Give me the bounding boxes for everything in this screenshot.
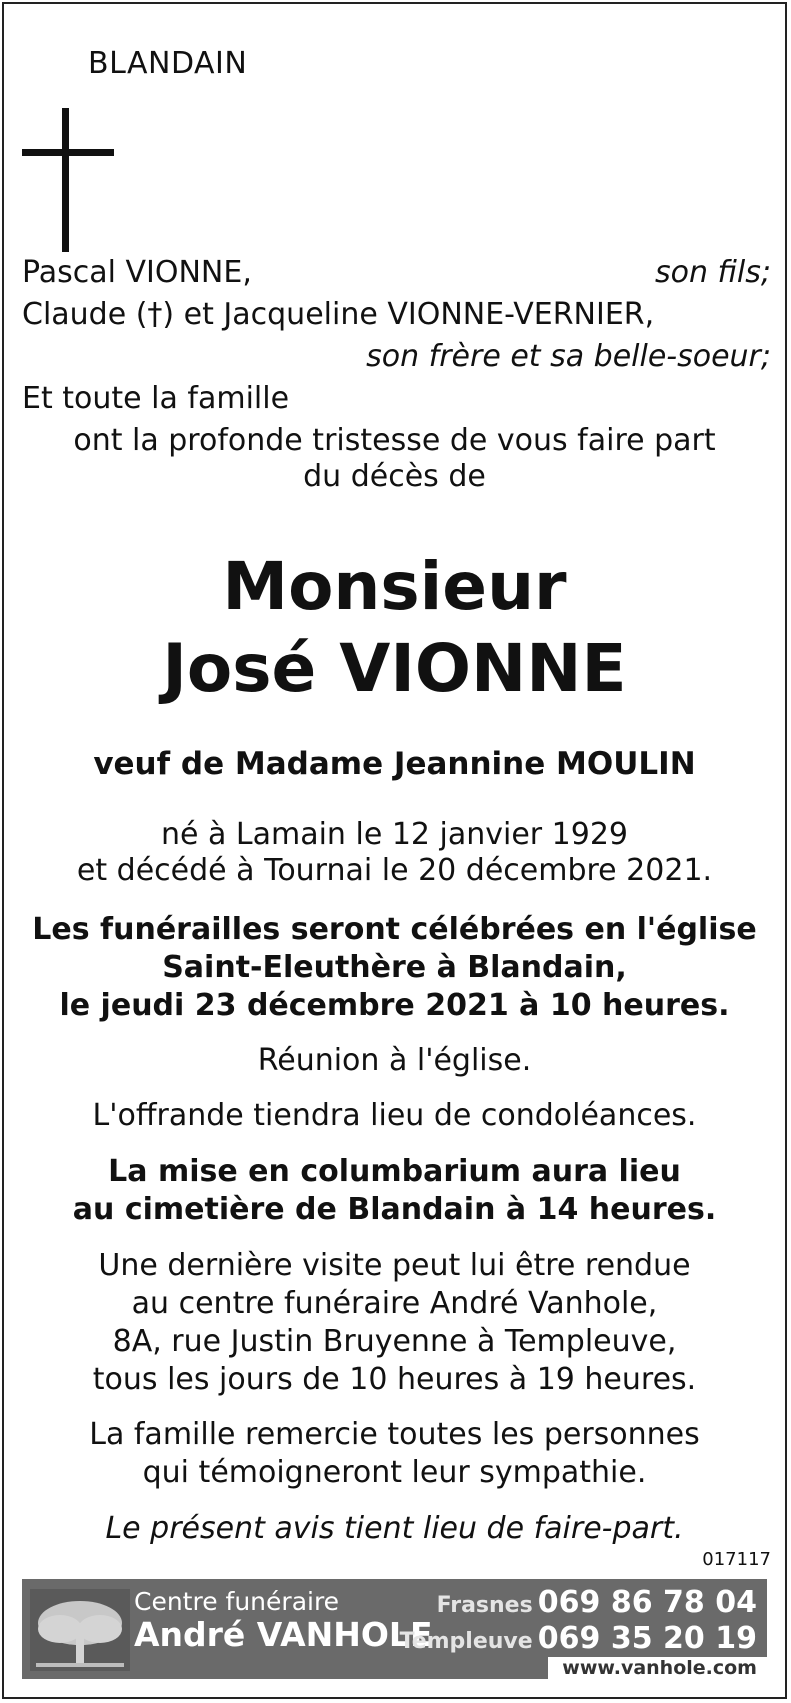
funeral-home-name: André VANHOLE	[134, 1615, 433, 1654]
visit-line: tous les jours de 10 heures à 19 heures.	[92, 1362, 697, 1397]
visit-line: Une dernière visite peut lui être rendue	[98, 1248, 691, 1283]
thanks-line: qui témoigneront leur sympathie.	[142, 1455, 647, 1490]
obituary-notice	[2, 2, 787, 1699]
meeting-info: Réunion à l'église.	[257, 1043, 532, 1078]
birth-date: né à Lamain le 12 janvier 1929	[160, 817, 629, 852]
visit-line: 8A, rue Justin Bruyenne à Templeuve,	[112, 1324, 677, 1359]
funeral-home-label: Centre funéraire	[134, 1587, 340, 1616]
family-member-relation: son fils;	[655, 255, 771, 290]
phone-frasnes	[437, 1585, 757, 1620]
columbarium-line: au cimetière de Blandain à 14 heures.	[72, 1192, 717, 1227]
thanks-line: La famille remercie toutes les personnes	[89, 1417, 700, 1452]
phone-city: Templeuve	[399, 1629, 533, 1654]
family-member-name: Et toute la famille	[22, 381, 290, 416]
town-name: BLANDAIN	[88, 46, 248, 81]
death-date: et décédé à Tournai le 20 décembre 2021.	[76, 853, 713, 888]
family-member-name: Claude (†) et Jacqueline VIONNE-VERNIER,	[22, 297, 655, 332]
funeral-line: Saint-Eleuthère à Blandain,	[162, 950, 627, 985]
phone-number: 069 35 20 19	[537, 1621, 757, 1656]
phone-number: 069 86 78 04	[537, 1585, 757, 1620]
funeral-home-banner	[22, 1579, 767, 1679]
phone-city: Frasnes	[436, 1593, 533, 1618]
website-link: www.vanhole.com	[548, 1657, 767, 1679]
offering-info: L'offrande tiendra lieu de condoléances.	[92, 1098, 697, 1133]
deceased-name: José VIONNE	[162, 630, 627, 707]
phone-templeuve	[400, 1621, 757, 1656]
announcement-line: ont la profonde tristesse de vous faire part	[73, 423, 716, 458]
columbarium-line: La mise en columbarium aura lieu	[108, 1154, 681, 1189]
tree-icon	[30, 1589, 130, 1671]
family-member-name: Pascal VIONNE,	[22, 255, 252, 290]
funeral-line: Les funérailles seront célébrées en l'église	[32, 912, 757, 947]
visit-line: au centre funéraire André Vanhole,	[131, 1286, 658, 1321]
funeral-line: le jeudi 23 décembre 2021 à 10 heures.	[59, 988, 730, 1023]
family-member-relation: son frère et sa belle-soeur;	[366, 339, 771, 374]
deceased-title: Monsieur	[222, 548, 567, 625]
reference-number: 017117	[702, 1549, 771, 1570]
cross-icon	[22, 108, 114, 252]
notice-line: Le présent avis tient lieu de faire-part.	[105, 1511, 684, 1546]
widow-line: veuf de Madame Jeannine MOULIN	[93, 746, 696, 782]
announcement-line: du décès de	[303, 459, 486, 494]
